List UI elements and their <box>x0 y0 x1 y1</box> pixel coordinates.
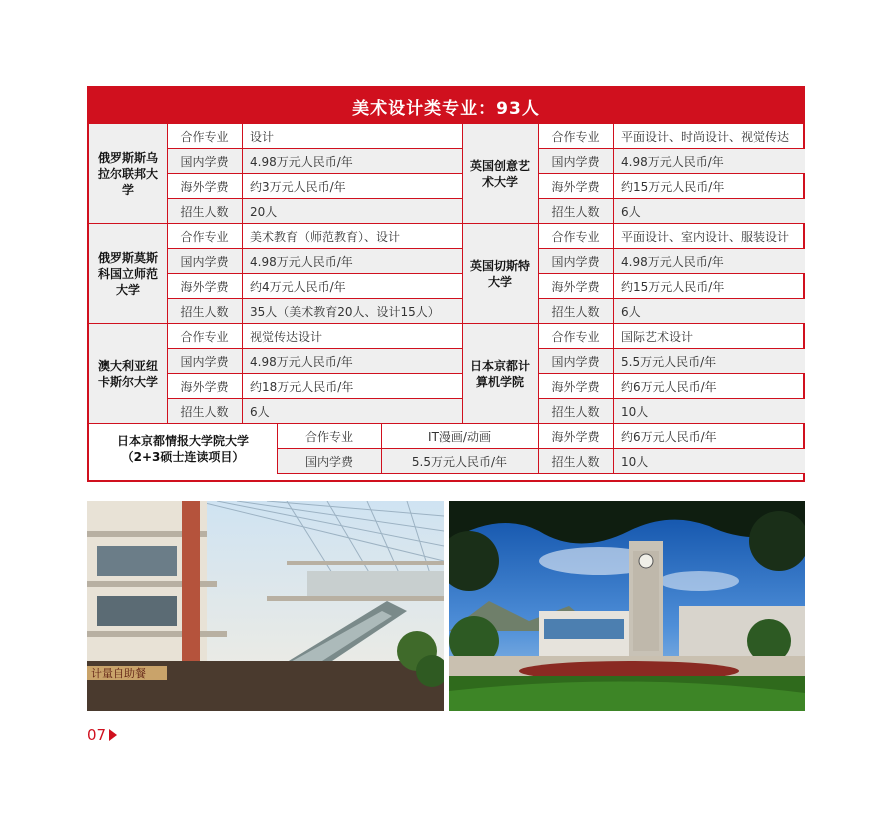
university-name: 俄罗斯斯乌拉尔联邦大学 <box>89 124 167 224</box>
campus-photo <box>449 501 805 711</box>
block-divider <box>89 223 805 224</box>
field-value: 6人 <box>613 299 805 324</box>
field-value: 4.98万元人民币/年 <box>242 149 462 174</box>
field-label: 海外学费 <box>167 374 242 399</box>
field-label: 合作专业 <box>538 124 613 149</box>
university-name: 英国创意艺术大学 <box>462 124 538 224</box>
university-name: 英国切斯特大学 <box>462 224 538 324</box>
field-value: 4.98万元人民币/年 <box>613 249 805 274</box>
field-value: 35人（美术教育20人、设计15人） <box>242 299 462 324</box>
field-value: 约15万元人民币/年 <box>613 274 805 299</box>
svg-text:计量自助餐: 计量自助餐 <box>91 667 146 680</box>
university-name: 俄罗斯莫斯科国立师范大学 <box>89 224 167 324</box>
field-label: 合作专业 <box>167 324 242 349</box>
field-value: 视觉传达设计 <box>242 324 462 349</box>
field-value: 20人 <box>242 199 462 224</box>
field-value: 约6万元人民币/年 <box>613 424 805 449</box>
field-label: 合作专业 <box>538 324 613 349</box>
program-table <box>87 86 805 482</box>
field-value: 平面设计、时尚设计、视觉传达 <box>613 124 805 149</box>
field-value: 5.5万元人民币/年 <box>613 349 805 374</box>
kyoto-info-title: 日本京都情报大学院大学 <box>116 434 249 448</box>
grid-divider <box>462 124 463 424</box>
field-value: 设计 <box>242 124 462 149</box>
field-label: 招生人数 <box>167 299 242 324</box>
field-label: 招生人数 <box>538 399 613 424</box>
field-value: 约18万元人民币/年 <box>242 374 462 399</box>
field-value: 6人 <box>613 199 805 224</box>
field-label: 招生人数 <box>538 299 613 324</box>
field-value: 约15万元人民币/年 <box>613 174 805 199</box>
field-value: 4.98万元人民币/年 <box>613 149 805 174</box>
field-label: 海外学费 <box>167 174 242 199</box>
field-label: 海外学费 <box>538 424 613 449</box>
block-divider <box>89 323 805 324</box>
field-label: 招生人数 <box>538 449 613 474</box>
grid-divider <box>538 424 539 474</box>
field-label: 国内学费 <box>538 149 613 174</box>
page-number-text: 07 <box>87 726 107 744</box>
field-label: 国内学费 <box>538 249 613 274</box>
block-divider <box>89 423 805 424</box>
field-label: 海外学费 <box>167 274 242 299</box>
field-value: 约6万元人民币/年 <box>613 374 805 399</box>
table-title: 美术设计类专业：93人 <box>89 88 803 124</box>
grid-divider <box>277 424 278 474</box>
field-label: 国内学费 <box>538 349 613 374</box>
grid-divider <box>538 124 539 424</box>
kyoto-info-name <box>89 424 277 474</box>
field-label: 国内学费 <box>167 149 242 174</box>
field-label: 国内学费 <box>167 349 242 374</box>
field-label: 招生人数 <box>167 199 242 224</box>
grid-divider <box>242 124 243 424</box>
field-label: 合作专业 <box>277 424 381 449</box>
field-value: 10人 <box>613 399 805 424</box>
field-value: 约3万元人民币/年 <box>242 174 462 199</box>
university-name: 日本京都计算机学院 <box>462 324 538 424</box>
field-label: 国内学费 <box>277 449 381 474</box>
field-value: 国际艺术设计 <box>613 324 805 349</box>
university-name: 澳大利亚纽卡斯尔大学 <box>89 324 167 424</box>
field-label: 合作专业 <box>167 224 242 249</box>
atrium-photo <box>87 501 444 711</box>
field-value: 美术教育（师范教育）、设计 <box>242 224 462 249</box>
field-label: 合作专业 <box>538 224 613 249</box>
grid-divider <box>381 424 382 474</box>
field-value: 10人 <box>613 449 805 474</box>
grid-divider <box>613 124 614 424</box>
field-label: 海外学费 <box>538 274 613 299</box>
field-value: 6人 <box>242 399 462 424</box>
field-label: 招生人数 <box>167 399 242 424</box>
field-label: 海外学费 <box>538 174 613 199</box>
field-value: 平面设计、室内设计、服装设计 <box>613 224 805 249</box>
field-label: 国内学费 <box>167 249 242 274</box>
field-label: 招生人数 <box>538 199 613 224</box>
field-value: 4.98万元人民币/年 <box>242 249 462 274</box>
field-value: IT漫画/动画 <box>381 424 538 449</box>
field-label: 合作专业 <box>167 124 242 149</box>
grid-divider <box>167 124 168 424</box>
field-value: 约4万元人民币/年 <box>242 274 462 299</box>
arrow-right-icon <box>109 729 117 741</box>
page-number <box>87 726 117 744</box>
kyoto-info-note: （2+3硕士连读项目） <box>121 450 245 464</box>
field-label: 海外学费 <box>538 374 613 399</box>
grid-divider <box>613 424 614 474</box>
field-value: 4.98万元人民币/年 <box>242 349 462 374</box>
field-value: 5.5万元人民币/年 <box>381 449 538 474</box>
